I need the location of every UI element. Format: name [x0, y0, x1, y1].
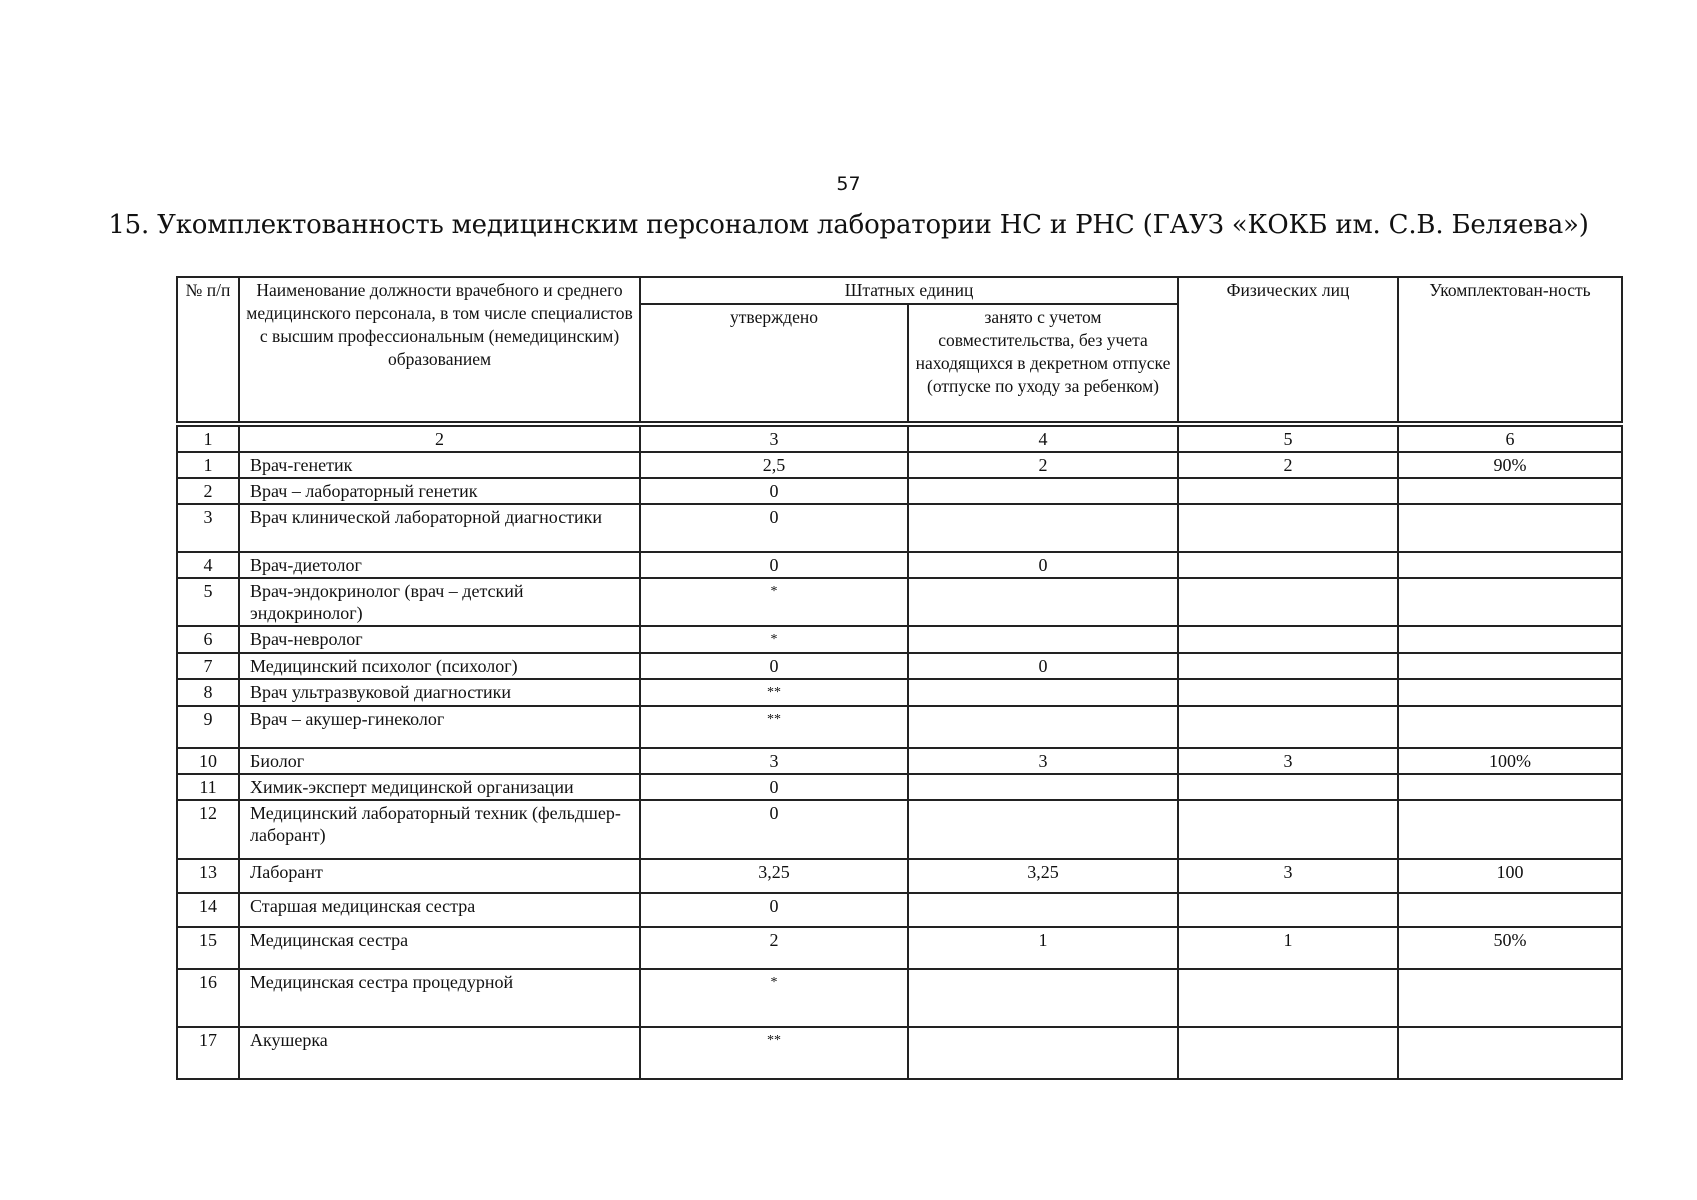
cell-approved: 0: [640, 478, 908, 504]
cell-staffing: [1398, 653, 1622, 679]
cell-approved: **: [640, 679, 908, 706]
cell-num: 16: [177, 969, 239, 1027]
cell-num: 2: [177, 478, 239, 504]
cell-position: Медицинская сестра: [239, 927, 640, 969]
cell-num: 7: [177, 653, 239, 679]
cell-individuals: [1178, 578, 1398, 626]
column-number: 3: [640, 426, 908, 452]
table-header: [176, 276, 1623, 423]
page-title: 15. Укомплектованность медицинским персоналом лаборатории НС и РНС (ГАУЗ «КОКБ им. С.В. Беляева»): [108, 210, 1589, 240]
cell-approved: *: [640, 969, 908, 1027]
cell-num: 13: [177, 859, 239, 893]
cell-individuals: [1178, 504, 1398, 552]
header-position: Наименование должности врачебного и среднего медицинского персонала, в том числе специалистов с высшим профессиональным (немедицинским) образованием: [239, 277, 640, 422]
cell-occupied: [908, 706, 1178, 748]
cell-position: Врач – лабораторный генетик: [239, 478, 640, 504]
cell-individuals: 3: [1178, 748, 1398, 774]
header-staff-units: Штатных единиц: [640, 277, 1178, 304]
cell-occupied: [908, 774, 1178, 800]
cell-staffing: [1398, 706, 1622, 748]
cell-occupied: [908, 504, 1178, 552]
cell-staffing: [1398, 893, 1622, 927]
cell-approved: 0: [640, 774, 908, 800]
cell-num: 6: [177, 626, 239, 653]
table-row: [177, 969, 1622, 1027]
cell-staffing: [1398, 969, 1622, 1027]
cell-individuals: [1178, 1027, 1398, 1079]
cell-position: Акушерка: [239, 1027, 640, 1079]
cell-num: 15: [177, 927, 239, 969]
cell-individuals: [1178, 969, 1398, 1027]
column-number: 2: [239, 426, 640, 452]
cell-staffing: [1398, 800, 1622, 859]
cell-individuals: [1178, 679, 1398, 706]
cell-approved: 0: [640, 552, 908, 578]
cell-position: Старшая медицинская сестра: [239, 893, 640, 927]
cell-occupied: 0: [908, 552, 1178, 578]
cell-num: 9: [177, 706, 239, 748]
cell-staffing: [1398, 578, 1622, 626]
cell-individuals: [1178, 626, 1398, 653]
table-row: [177, 653, 1622, 679]
cell-individuals: 3: [1178, 859, 1398, 893]
cell-approved: 0: [640, 893, 908, 927]
column-number: 5: [1178, 426, 1398, 452]
cell-position: Медицинский лабораторный техник (фельдшер-лаборант): [239, 800, 640, 859]
cell-staffing: 100%: [1398, 748, 1622, 774]
table-row: [177, 578, 1622, 626]
table-row: [177, 626, 1622, 653]
cell-num: 10: [177, 748, 239, 774]
cell-occupied: 1: [908, 927, 1178, 969]
table-row: [177, 893, 1622, 927]
cell-approved: *: [640, 578, 908, 626]
cell-individuals: [1178, 774, 1398, 800]
cell-staffing: 100: [1398, 859, 1622, 893]
cell-occupied: 3,25: [908, 859, 1178, 893]
cell-approved: 2,5: [640, 452, 908, 478]
cell-staffing: [1398, 1027, 1622, 1079]
cell-position: Биолог: [239, 748, 640, 774]
header-staffing: Укомплектован-ность: [1398, 277, 1622, 422]
cell-num: 8: [177, 679, 239, 706]
cell-staffing: [1398, 552, 1622, 578]
cell-individuals: [1178, 552, 1398, 578]
cell-individuals: 2: [1178, 452, 1398, 478]
table-row: [177, 679, 1622, 706]
table-row: [177, 800, 1622, 859]
cell-staffing: [1398, 679, 1622, 706]
cell-approved: 0: [640, 653, 908, 679]
page-number: 57: [836, 173, 861, 195]
column-numbers-row: [177, 426, 1622, 452]
column-number: 6: [1398, 426, 1622, 452]
cell-position: Врач клинической лабораторной диагностики: [239, 504, 640, 552]
column-number: 1: [177, 426, 239, 452]
cell-staffing: [1398, 626, 1622, 653]
cell-num: 5: [177, 578, 239, 626]
cell-approved: 0: [640, 800, 908, 859]
cell-approved: **: [640, 1027, 908, 1079]
cell-individuals: [1178, 893, 1398, 927]
header-approved: утверждено: [640, 304, 908, 422]
table-row: [177, 706, 1622, 748]
cell-approved: 2: [640, 927, 908, 969]
cell-occupied: [908, 893, 1178, 927]
table-row: [177, 552, 1622, 578]
cell-occupied: 0: [908, 653, 1178, 679]
header-occupied: занято с учетом совместительства, без учета находящихся в декретном отпуске (отпуске по уходу за ребенком): [908, 304, 1178, 422]
cell-position: Лаборант: [239, 859, 640, 893]
cell-staffing: [1398, 478, 1622, 504]
cell-num: 12: [177, 800, 239, 859]
cell-num: 14: [177, 893, 239, 927]
cell-position: Медицинский психолог (психолог): [239, 653, 640, 679]
table-row: [177, 927, 1622, 969]
cell-individuals: 1: [1178, 927, 1398, 969]
cell-occupied: [908, 800, 1178, 859]
table-row: [177, 478, 1622, 504]
cell-approved: 3: [640, 748, 908, 774]
cell-position: Химик-эксперт медицинской организации: [239, 774, 640, 800]
cell-approved: *: [640, 626, 908, 653]
cell-occupied: [908, 1027, 1178, 1079]
cell-position: Медицинская сестра процедурной: [239, 969, 640, 1027]
cell-position: Врач-невролог: [239, 626, 640, 653]
cell-position: Врач-эндокринолог (врач – детский эндокринолог): [239, 578, 640, 626]
header-individuals: Физических лиц: [1178, 277, 1398, 422]
cell-staffing: 90%: [1398, 452, 1622, 478]
cell-position: Врач-диетолог: [239, 552, 640, 578]
cell-occupied: [908, 969, 1178, 1027]
header-num: № п/п: [177, 277, 239, 422]
table-row: [177, 452, 1622, 478]
cell-approved: 3,25: [640, 859, 908, 893]
column-number: 4: [908, 426, 1178, 452]
table-row: [177, 1027, 1622, 1079]
cell-staffing: 50%: [1398, 927, 1622, 969]
cell-occupied: [908, 478, 1178, 504]
table-row: [177, 859, 1622, 893]
cell-individuals: [1178, 706, 1398, 748]
cell-num: 3: [177, 504, 239, 552]
cell-staffing: [1398, 774, 1622, 800]
cell-position: Врач – акушер-гинеколог: [239, 706, 640, 748]
cell-num: 17: [177, 1027, 239, 1079]
table-body: [176, 425, 1623, 1080]
cell-individuals: [1178, 478, 1398, 504]
cell-num: 1: [177, 452, 239, 478]
table-row: [177, 774, 1622, 800]
cell-approved: 0: [640, 504, 908, 552]
table-row: [177, 748, 1622, 774]
cell-individuals: [1178, 800, 1398, 859]
cell-num: 4: [177, 552, 239, 578]
cell-occupied: [908, 679, 1178, 706]
cell-occupied: 2: [908, 452, 1178, 478]
cell-occupied: [908, 578, 1178, 626]
cell-occupied: [908, 626, 1178, 653]
cell-occupied: 3: [908, 748, 1178, 774]
cell-individuals: [1178, 653, 1398, 679]
cell-approved: **: [640, 706, 908, 748]
cell-num: 11: [177, 774, 239, 800]
cell-position: Врач ультразвуковой диагностики: [239, 679, 640, 706]
table-row: [177, 504, 1622, 552]
cell-staffing: [1398, 504, 1622, 552]
cell-position: Врач-генетик: [239, 452, 640, 478]
